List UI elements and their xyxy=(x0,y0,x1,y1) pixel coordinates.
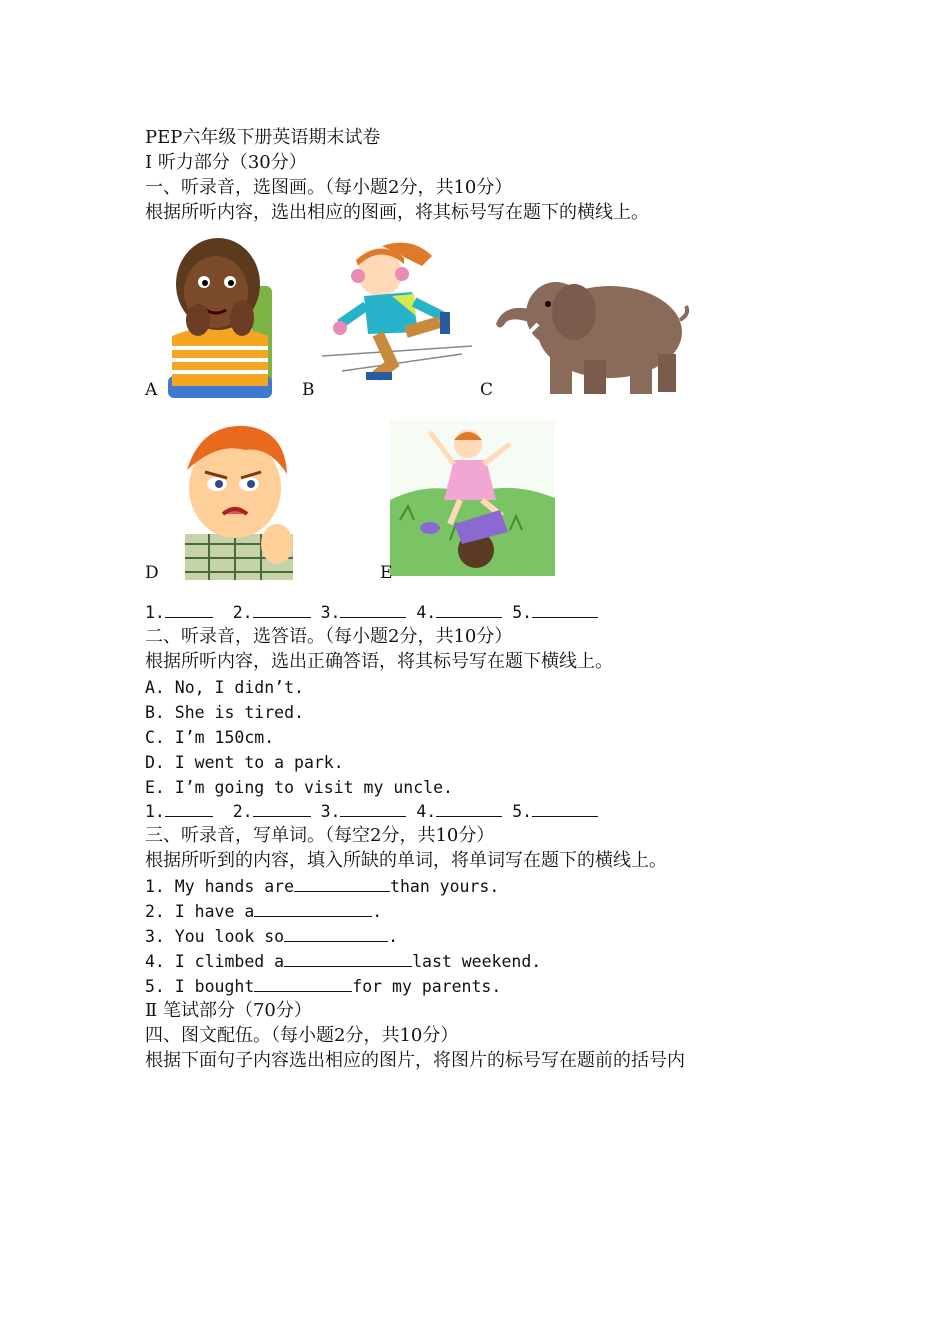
picture-a-boy-toothache xyxy=(160,226,280,398)
sec2-option-d: D. I went to a park. xyxy=(145,753,344,772)
picture-c-label: C xyxy=(480,380,494,400)
sec3-heading: 三、听录音，写单词。（每空2分，共10分） xyxy=(145,825,495,846)
sec3-item-2 xyxy=(145,900,382,924)
sec2-blank-5[interactable] xyxy=(532,800,598,817)
sec3-blank-5[interactable] xyxy=(254,975,352,992)
sec1-number-1: 1. xyxy=(145,603,165,622)
picture-c-elephant xyxy=(490,262,690,400)
picture-b-label: B xyxy=(302,380,315,400)
sec2-blank-1[interactable] xyxy=(165,800,213,817)
part2-heading: Ⅱ 笔试部分（70分） xyxy=(145,1000,312,1021)
sec3-item-4-post: last weekend. xyxy=(412,952,542,971)
sec4-instruction: 根据下面句子内容选出相应的图片，将图片的标号写在题前的括号内 xyxy=(145,1050,685,1071)
picture-a-label: A xyxy=(145,380,158,400)
sec1-heading: 一、听录音，选图画。（每小题2分，共10分） xyxy=(145,177,513,198)
sec3-item-5-post: for my parents. xyxy=(352,977,502,996)
sec3-item-1 xyxy=(145,875,499,899)
sec1-blank-4[interactable] xyxy=(436,601,502,618)
sec1-blank-2[interactable] xyxy=(253,601,311,618)
sec2-number-4: 4. xyxy=(416,802,437,821)
sec3-item-2-post: . xyxy=(372,902,383,921)
sec2-number-1: 1. xyxy=(145,802,165,821)
sec4-heading: 四、图文配伍。（每小题2分，共10分） xyxy=(145,1025,459,1046)
sec3-item-4-pre: 4. I climbed a xyxy=(145,952,285,971)
sec1-number-4: 4. xyxy=(416,603,437,622)
sec1-number-3: 3. xyxy=(320,603,341,622)
sec3-blank-2[interactable] xyxy=(254,900,372,917)
sec3-instruction: 根据所听到的内容，填入所缺的单词，将单词写在题下的横线上。 xyxy=(145,850,667,871)
sec3-blank-1[interactable] xyxy=(294,875,390,892)
sec1-instruction: 根据所听内容，选出相应的图画，将其标号写在题下的横线上。 xyxy=(145,202,649,223)
sec1-blank-1[interactable] xyxy=(165,601,213,618)
sec2-heading: 二、听录音，选答语。（每小题2分，共10分） xyxy=(145,626,513,647)
sec3-item-2-pre: 2. I have a xyxy=(145,902,255,921)
sec2-number-2: 2. xyxy=(232,802,253,821)
sec2-number-5: 5. xyxy=(512,802,533,821)
sec1-blank-3[interactable] xyxy=(340,601,406,618)
sec3-item-4 xyxy=(145,950,541,974)
sec2-answer-row xyxy=(145,800,598,824)
sec3-item-5-pre: 5. I bought xyxy=(145,977,255,996)
sec3-item-5 xyxy=(145,975,501,999)
sec3-blank-4[interactable] xyxy=(284,950,412,967)
sec1-number-2: 2. xyxy=(232,603,253,622)
sec3-blank-3[interactable] xyxy=(284,925,388,942)
sec2-blank-4[interactable] xyxy=(436,800,502,817)
sec3-item-3 xyxy=(145,925,398,949)
sec2-blank-3[interactable] xyxy=(340,800,406,817)
part1-heading: Ⅰ 听力部分（30分） xyxy=(145,152,307,173)
sec3-item-3-post: . xyxy=(388,927,399,946)
exam-title: PEP六年级下册英语期末试卷 xyxy=(145,127,381,148)
picture-e-children-playing xyxy=(390,420,555,576)
sec2-number-3: 3. xyxy=(320,802,341,821)
sec2-option-c: C. I’m 150cm. xyxy=(145,728,275,747)
picture-d-angry-boy xyxy=(165,422,305,580)
sec2-option-a: A. No, I didn’t. xyxy=(145,678,304,697)
picture-b-girl-skating xyxy=(322,236,472,391)
sec2-option-b: B. She is tired. xyxy=(145,703,304,722)
sec3-item-1-post: than yours. xyxy=(390,877,500,896)
sec3-item-1-pre: 1. My hands are xyxy=(145,877,295,896)
sec1-answer-row xyxy=(145,601,598,625)
sec1-number-5: 5. xyxy=(512,603,533,622)
sec2-instruction: 根据所听内容，选出正确答语，将其标号写在题下横线上。 xyxy=(145,651,613,672)
sec3-item-3-pre: 3. You look so xyxy=(145,927,285,946)
picture-d-label: D xyxy=(145,563,159,583)
sec2-option-e: E. I’m going to visit my uncle. xyxy=(145,778,453,797)
picture-e-label: E xyxy=(380,563,393,583)
sec2-blank-2[interactable] xyxy=(253,800,311,817)
sec1-blank-5[interactable] xyxy=(532,601,598,618)
